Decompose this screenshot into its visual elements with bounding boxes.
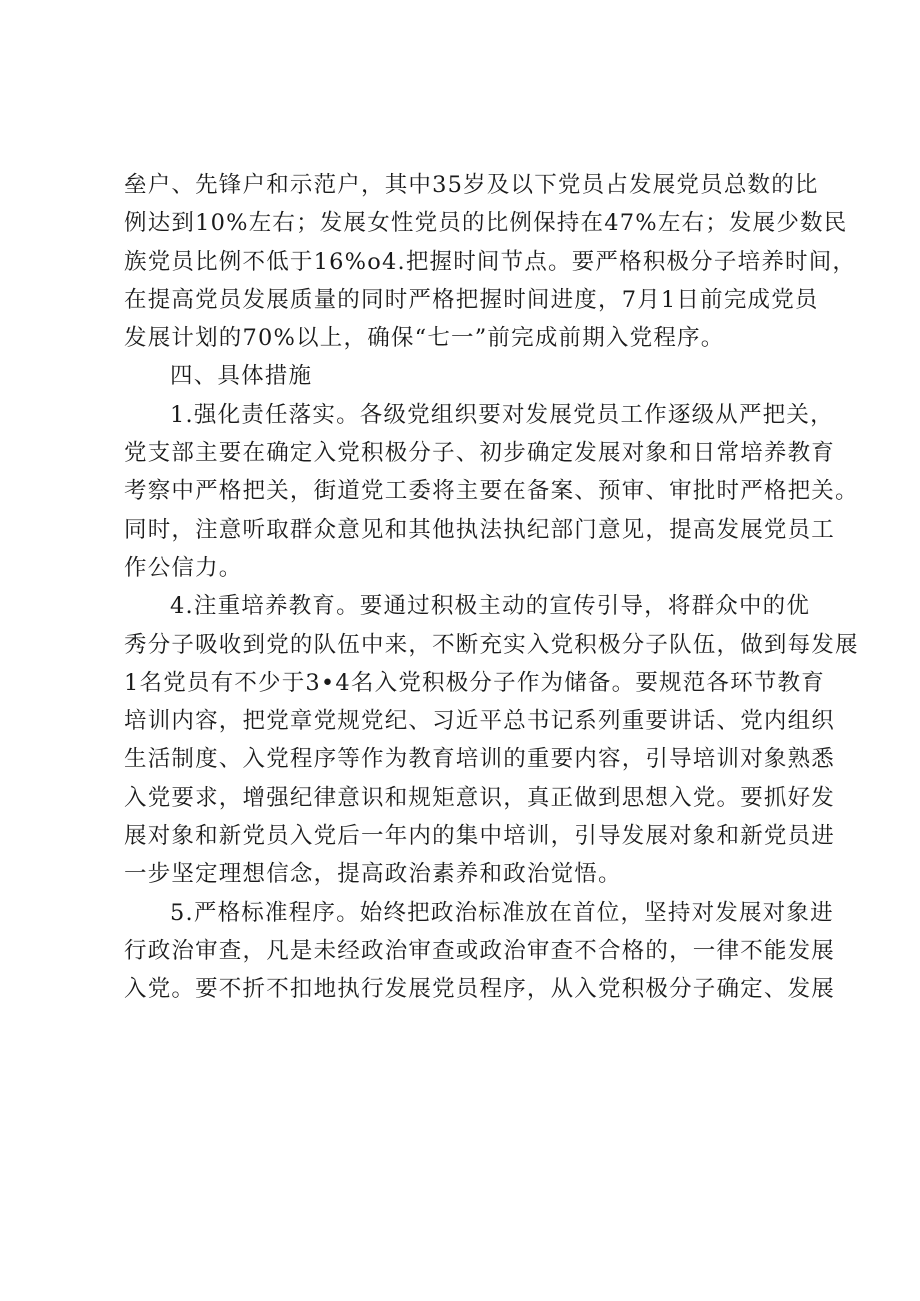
text-line: 入党要求，增强纪律意识和规矩意识，真正做到思想入党。要抓好发	[124, 784, 836, 811]
text-line: 在提高党员发展质量的同时严格把握时间进度，7月1日前完成党员	[124, 286, 819, 313]
text-line: 展对象和新党员入党后一年内的集中培训，引导发展对象和新党员进	[124, 823, 836, 850]
text-line: 培训内容，把党章党规党纪、习近平总书记系列重要讲话、党内组织	[124, 708, 836, 735]
paragraph-item-4	[124, 587, 859, 893]
text-line: 作公信力。	[124, 554, 243, 581]
text-line: 一步坚定理想信念，提高政治素养和政治觉悟。	[124, 861, 622, 888]
text-line: 生活制度、入党程序等作为教育培训的重要内容，引导培训对象熟悉	[124, 746, 836, 773]
text-line: 族党员比例不低于16%o4.把握时间节点。要严格积极分子培养时间，	[124, 248, 857, 275]
text-line: 1名党员有不少于3•4名入党积极分子作为储备。要规范各环节教育	[124, 669, 825, 696]
text-line: 5.严格标准程序。始终把政治标准放在首位，坚持对发展对象进	[170, 899, 834, 926]
paragraph-item-1	[124, 396, 859, 587]
text-line: 例达到10%左右；发展女性党员的比例保持在47%左右；发展少数民	[124, 210, 848, 237]
heading-text: 四、具体措施	[170, 363, 313, 390]
text-line: 考察中严格把关，街道党工委将主要在备案、预审、审批时严格把关。	[124, 478, 859, 505]
text-line: 发展计划的70%以上，确保“七一”前完成前期入党程序。	[124, 325, 725, 352]
text-line: 4.注重培养教育。要通过积极主动的宣传引导，将群众中的优	[170, 593, 811, 620]
text-line: 行政治审查，凡是未经政治审查或政治审查不合格的，一律不能发展	[124, 937, 836, 964]
text-line: 1.强化责任落实。各级党组织要对发展党员工作逐级从严把关，	[170, 401, 834, 428]
paragraph-item-5	[124, 894, 836, 1009]
paragraph-continuation	[124, 166, 857, 357]
text-line: 垒户、先锋户和示范户，其中35岁及以下党员占发展党员总数的比	[124, 172, 819, 198]
text-line: 同时，注意听取群众意见和其他执法执纪部门意见，提高发展党员工	[124, 516, 836, 543]
document-body	[124, 166, 859, 1009]
text-line: 党支部主要在确定入党积极分子、初步确定发展对象和日常培养教育	[124, 440, 836, 467]
section-heading	[124, 357, 821, 395]
text-line: 秀分子吸收到党的队伍中来，不断充实入党积极分子队伍，做到每发展	[124, 631, 859, 658]
text-line: 入党。要不折不扣地执行发展党员程序，从入党积极分子确定、发展	[124, 976, 836, 1003]
